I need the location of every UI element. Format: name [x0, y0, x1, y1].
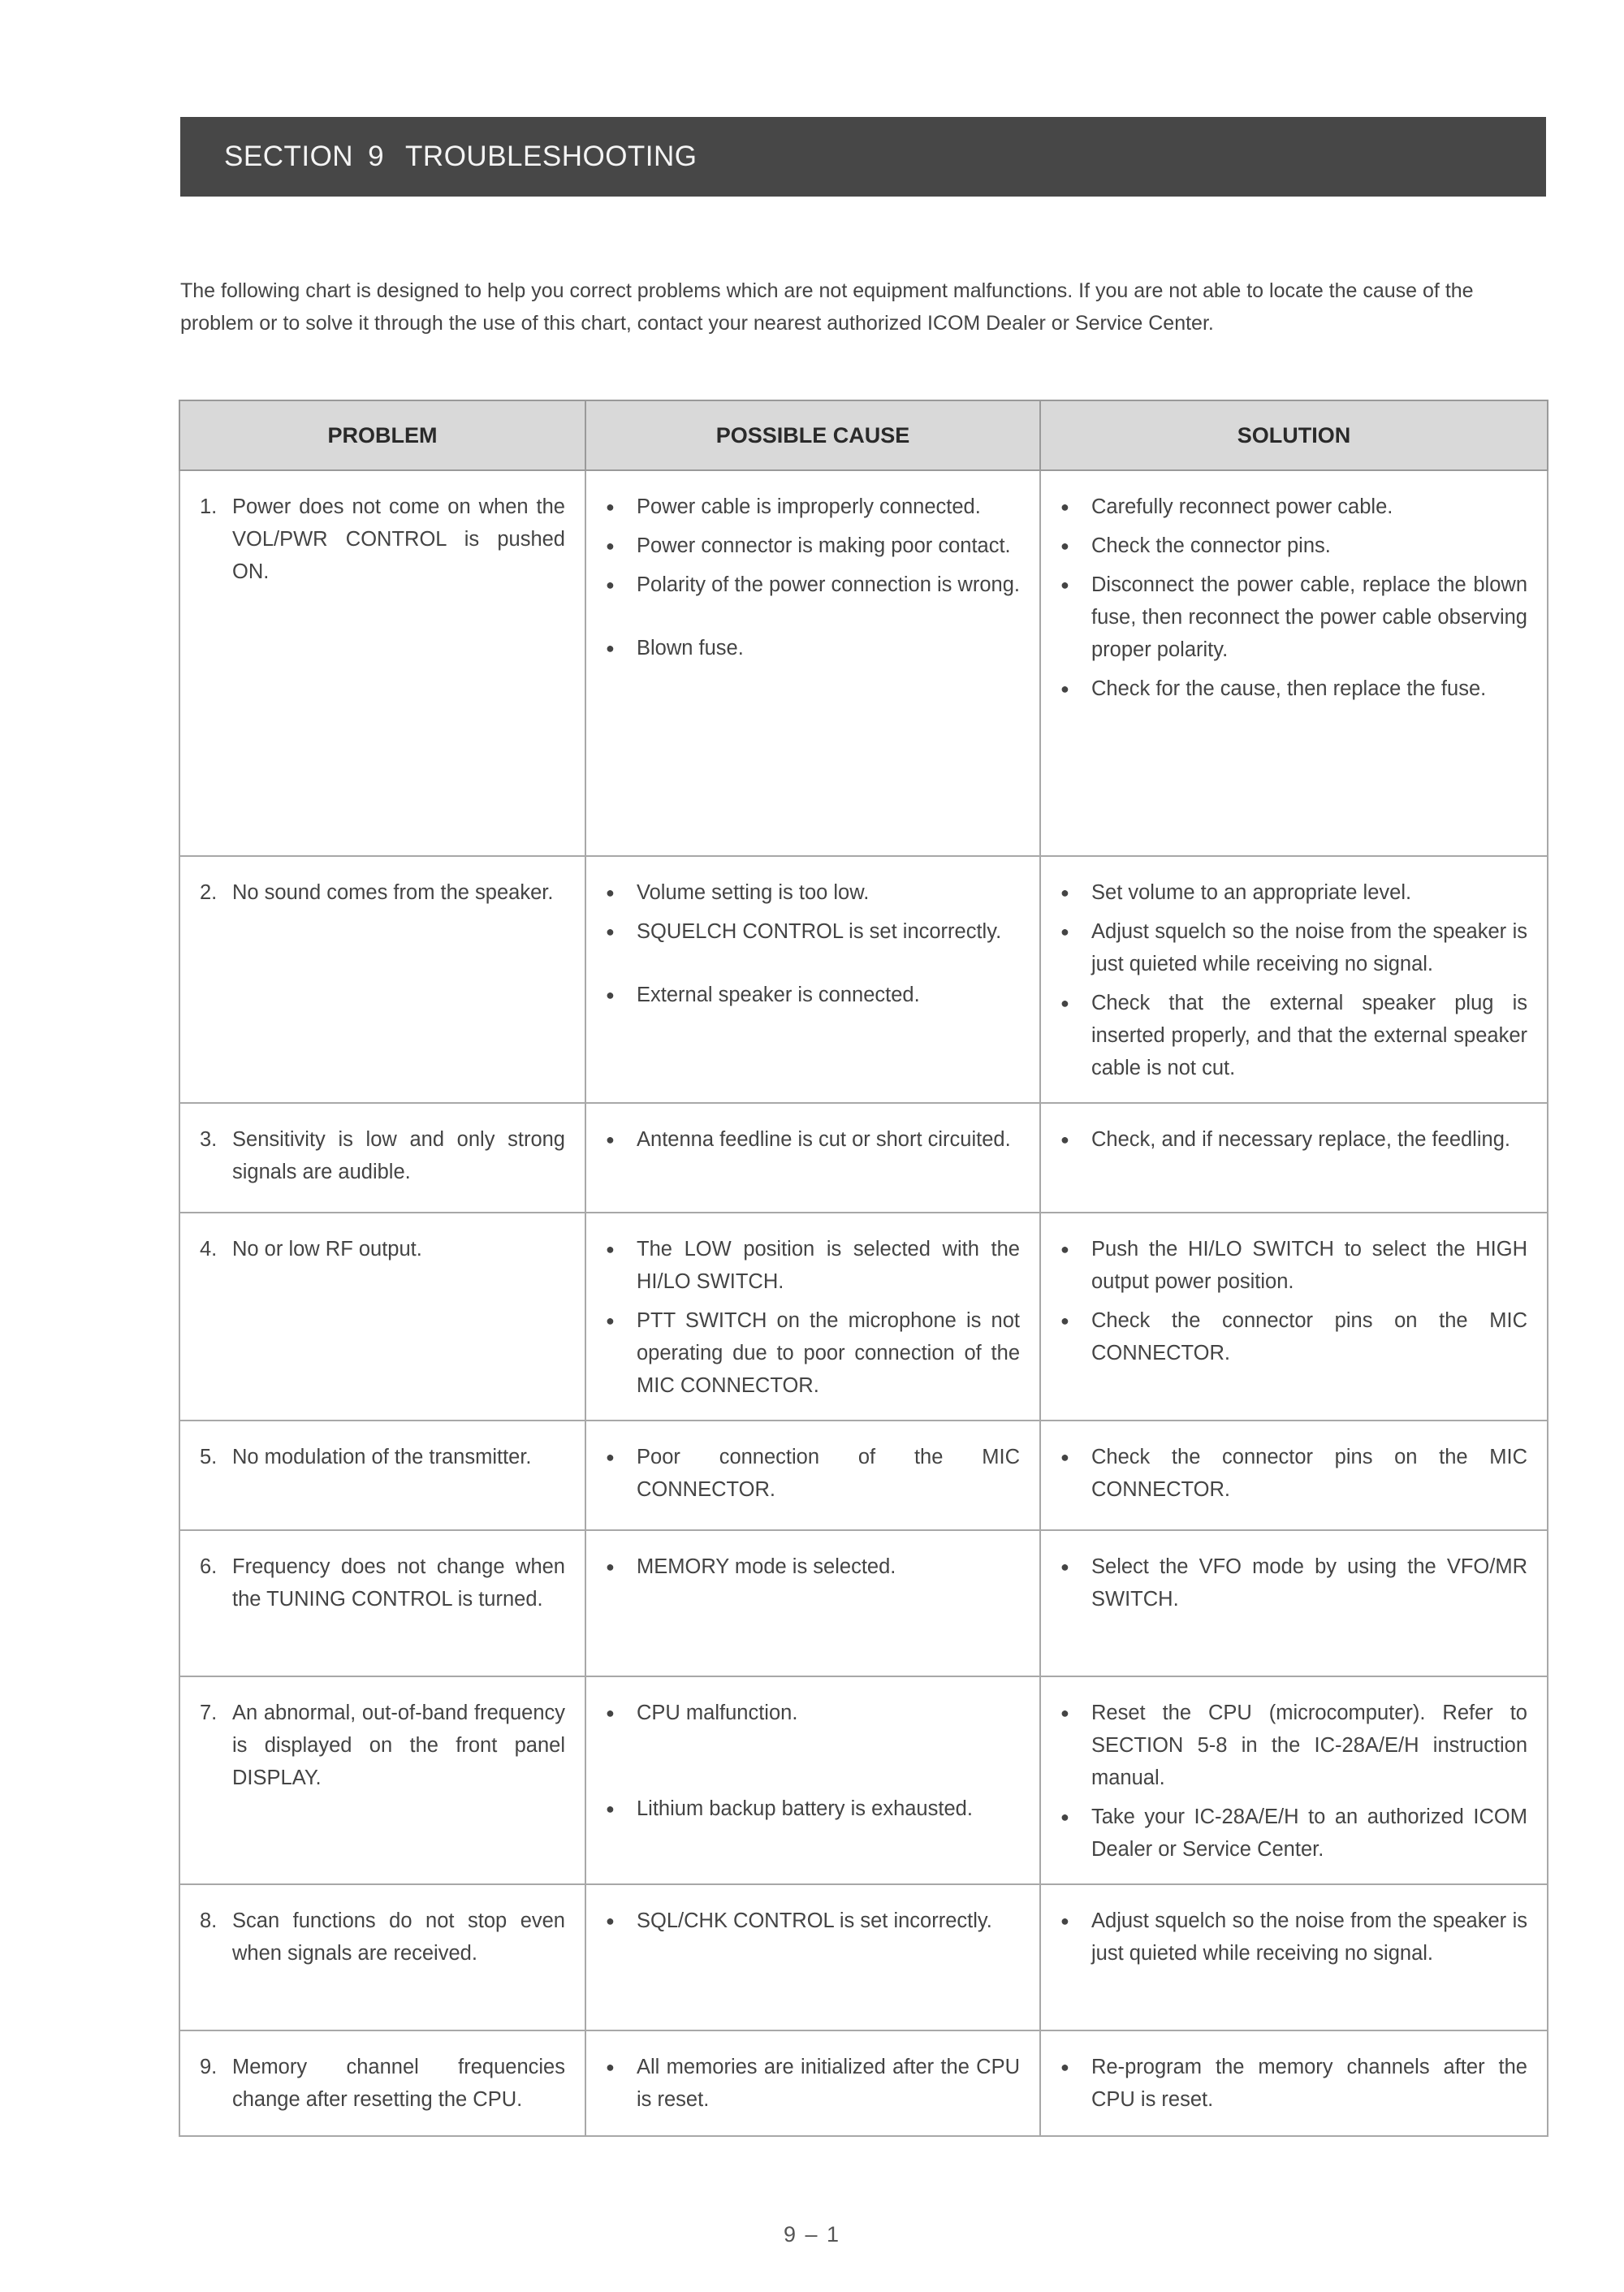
cause-item — [606, 1233, 1020, 1298]
bullet-icon: ● — [606, 499, 615, 515]
solution-item — [1060, 1550, 1527, 1615]
problem-number: 2. — [200, 881, 218, 904]
bullet-icon: ● — [606, 1449, 615, 1465]
problem-item — [200, 876, 565, 909]
solution-text: Reset the CPU (microcomputer). Refer to SECTION 5-8 in the IC-28A/E/H instruction manual. — [1091, 1702, 1527, 1789]
solution-item — [1060, 1697, 1527, 1794]
cause-item — [606, 876, 1020, 909]
bullet-icon: ● — [606, 640, 615, 656]
problem-cell — [179, 1421, 585, 1530]
problem-number: 1. — [200, 495, 218, 518]
bullet-icon: ● — [1060, 499, 1069, 515]
solution-item — [1060, 876, 1527, 909]
cause-cell — [585, 1884, 1040, 2030]
problem-cell — [179, 1530, 585, 1676]
solution-item — [1060, 1801, 1527, 1866]
cause-item — [606, 1793, 1020, 1825]
cause-item — [606, 1123, 1020, 1156]
solution-text: Carefully reconnect power cable. — [1091, 495, 1393, 518]
cause-text: Antenna feedline is cut or short circuited. — [637, 1128, 1011, 1151]
solution-item — [1060, 2051, 1527, 2116]
cause-cell — [585, 1213, 1040, 1421]
solution-text: Check the connector pins. — [1091, 534, 1331, 557]
table-body — [179, 470, 1548, 2136]
solution-item — [1060, 530, 1527, 562]
problem-text: Power does not come on when the VOL/PWR CONTROL is pushed ON. — [232, 495, 565, 583]
cause-cell — [585, 1421, 1040, 1530]
solution-cell — [1040, 1421, 1548, 1530]
solution-text: Re-program the memory channels after the CPU is reset. — [1091, 2056, 1527, 2111]
cause-item — [606, 569, 1020, 601]
cause-text: SQL/CHK CONTROL is set incorrectly. — [637, 1909, 992, 1932]
cause-text: Lithium backup battery is exhausted. — [637, 1797, 973, 1820]
cause-cell — [585, 1103, 1040, 1213]
solution-cell — [1040, 856, 1548, 1103]
table-row — [179, 1103, 1548, 1213]
problem-number: 5. — [200, 1446, 218, 1468]
section-title: TROUBLESHOOTING — [405, 141, 698, 172]
bullet-icon: ● — [606, 1241, 615, 1257]
table-row — [179, 470, 1548, 856]
cause-cell — [585, 1676, 1040, 1884]
cause-cell — [585, 856, 1040, 1103]
bullet-icon: ● — [606, 2059, 615, 2075]
cause-text: PTT SWITCH on the microphone is not operating due to poor connection of the MIC CONNECTOR. — [637, 1309, 1020, 1397]
problem-text: No or low RF output. — [232, 1238, 422, 1261]
section-title-bar — [180, 117, 1546, 197]
cause-item — [606, 1441, 1020, 1506]
bullet-icon: ● — [606, 987, 615, 1003]
troubleshooting-table — [179, 400, 1548, 2137]
cause-cell — [585, 470, 1040, 856]
solution-item — [1060, 491, 1527, 523]
bullet-icon: ● — [606, 1312, 615, 1329]
problem-text: Memory channel frequencies change after resetting the CPU. — [232, 2056, 565, 2111]
cause-text: CPU malfunction. — [637, 1702, 798, 1724]
solution-item — [1060, 1123, 1527, 1156]
cause-text: Blown fuse. — [637, 637, 744, 659]
problem-text: Frequency does not change when the TUNING CONTROL is turned. — [232, 1555, 565, 1611]
table-row — [179, 1530, 1548, 1676]
solution-text: Disconnect the power cable, replace the blown fuse, then reconnect the power cable observing proper polarity. — [1091, 573, 1527, 661]
bullet-icon: ● — [1060, 1241, 1069, 1257]
bullet-icon: ● — [606, 538, 615, 554]
solution-text: Adjust squelch so the noise from the speaker is just quieted while receiving no signal. — [1091, 1909, 1527, 1965]
bullet-icon: ● — [1060, 1913, 1069, 1929]
solution-item — [1060, 569, 1527, 666]
cause-item — [606, 632, 1020, 664]
bullet-icon: ● — [606, 1705, 615, 1721]
problem-cell — [179, 1884, 585, 2030]
cause-text: MEMORY mode is selected. — [637, 1555, 896, 1578]
cause-cell — [585, 2030, 1040, 2136]
cause-text: SQUELCH CONTROL is set incorrectly. — [637, 920, 1002, 943]
table-header-row — [179, 400, 1548, 470]
cause-item — [606, 2051, 1020, 2116]
solution-cell — [1040, 1884, 1548, 2030]
problem-item — [200, 1233, 565, 1265]
problem-text: No modulation of the transmitter. — [232, 1446, 532, 1468]
solution-text: Push the HI/LO SWITCH to select the HIGH output power position. — [1091, 1238, 1527, 1293]
solution-cell — [1040, 470, 1548, 856]
bullet-icon: ● — [1060, 538, 1069, 554]
solution-text: Check that the external speaker plug is inserted properly, and that the external speaker cable is not cut. — [1091, 992, 1527, 1079]
solution-text: Check for the cause, then replace the fuse. — [1091, 677, 1487, 700]
bullet-icon: ● — [606, 1131, 615, 1148]
problem-cell — [179, 1103, 585, 1213]
bullet-icon: ● — [1060, 923, 1069, 940]
problem-item — [200, 1905, 565, 1970]
cause-text: Polarity of the power connection is wrong. — [637, 573, 1020, 596]
bullet-icon: ● — [1060, 1449, 1069, 1465]
solution-text: Take your IC-28A/E/H to an authorized ICOM Dealer or Service Center. — [1091, 1805, 1527, 1861]
bullet-icon: ● — [1060, 1131, 1069, 1148]
bullet-icon: ● — [1060, 577, 1069, 593]
problem-item — [200, 1550, 565, 1615]
bullet-icon: ● — [1060, 1559, 1069, 1575]
header-solution: SOLUTION — [1040, 400, 1548, 470]
section-label: SECTION — [224, 141, 354, 172]
cause-item — [606, 530, 1020, 562]
cause-item — [606, 979, 1020, 1011]
problem-item — [200, 1123, 565, 1188]
problem-item — [200, 1441, 565, 1473]
table-row — [179, 856, 1548, 1103]
problem-cell — [179, 2030, 585, 2136]
solution-text: Select the VFO mode by using the VFO/MR SWITCH. — [1091, 1555, 1527, 1611]
problem-item — [200, 2051, 565, 2116]
solution-cell — [1040, 2030, 1548, 2136]
solution-cell — [1040, 1676, 1548, 1884]
header-possible-cause: POSSIBLE CAUSE — [585, 400, 1040, 470]
solution-item — [1060, 1905, 1527, 1970]
table-row — [179, 2030, 1548, 2136]
solution-text: Check the connector pins on the MIC CONNECTOR. — [1091, 1309, 1527, 1364]
cause-text: All memories are initialized after the CPU is reset. — [637, 2056, 1020, 2111]
table-row — [179, 1676, 1548, 1884]
solution-cell — [1040, 1103, 1548, 1213]
intro-paragraph: The following chart is designed to help you correct problems which are not equipment malfunctions. If you are not able to locate the cause of the problem or to solve it through the use of this chart, contact your nearest authorized ICOM Dealer or Service Center. — [180, 279, 1474, 335]
problem-number: 8. — [200, 1909, 218, 1932]
solution-item — [1060, 1233, 1527, 1298]
cause-item — [606, 1304, 1020, 1402]
bullet-icon: ● — [1060, 2059, 1069, 2075]
solution-cell — [1040, 1213, 1548, 1421]
page-number: 9 – 1 — [783, 2222, 841, 2247]
bullet-icon: ● — [1060, 1809, 1069, 1825]
cause-text: Poor connection of the MIC CONNECTOR. — [637, 1446, 1020, 1501]
table-row — [179, 1213, 1548, 1421]
solution-item — [1060, 915, 1527, 980]
bullet-icon: ● — [1060, 995, 1069, 1011]
bullet-icon: ● — [1060, 1312, 1069, 1329]
problem-number: 7. — [200, 1702, 218, 1724]
bullet-icon: ● — [606, 577, 615, 593]
cause-item — [606, 1550, 1020, 1583]
bullet-icon: ● — [1060, 1705, 1069, 1721]
solution-item — [1060, 1441, 1527, 1506]
bullet-icon: ● — [606, 884, 615, 901]
bullet-icon: ● — [1060, 681, 1069, 697]
solution-text: Adjust squelch so the noise from the speaker is just quieted while receiving no signal. — [1091, 920, 1527, 975]
problem-text: No sound comes from the speaker. — [232, 881, 554, 904]
problem-item — [200, 491, 565, 588]
bullet-icon: ● — [606, 1913, 615, 1929]
cause-text: Power cable is improperly connected. — [637, 495, 981, 518]
bullet-icon: ● — [606, 923, 615, 940]
table-row — [179, 1421, 1548, 1530]
problem-text: An abnormal, out-of-band frequency is displayed on the front panel DISPLAY. — [232, 1702, 565, 1789]
solution-cell — [1040, 1530, 1548, 1676]
cause-text: Power connector is making poor contact. — [637, 534, 1011, 557]
problem-item — [200, 1697, 565, 1794]
header-problem: PROBLEM — [179, 400, 585, 470]
problem-text: Scan functions do not stop even when signals are received. — [232, 1909, 565, 1965]
cause-text: The LOW position is selected with the HI/LO SWITCH. — [637, 1238, 1020, 1293]
problem-text: Sensitivity is low and only strong signals are audible. — [232, 1128, 565, 1183]
solution-text: Check, and if necessary replace, the feedling. — [1091, 1128, 1510, 1151]
bullet-icon: ● — [606, 1559, 615, 1575]
bullet-icon: ● — [606, 1801, 615, 1817]
cause-item — [606, 915, 1020, 948]
cause-text: Volume setting is too low. — [637, 881, 870, 904]
problem-cell — [179, 470, 585, 856]
problem-cell — [179, 856, 585, 1103]
problem-number: 6. — [200, 1555, 218, 1578]
problem-number: 9. — [200, 2056, 218, 2078]
problem-cell — [179, 1676, 585, 1884]
cause-item — [606, 1905, 1020, 1937]
section-number: 9 — [368, 141, 385, 172]
cause-item — [606, 1697, 1020, 1729]
solution-item — [1060, 672, 1527, 705]
solution-item — [1060, 987, 1527, 1084]
solution-item — [1060, 1304, 1527, 1369]
problem-number: 3. — [200, 1128, 218, 1151]
problem-cell — [179, 1213, 585, 1421]
solution-text: Set volume to an appropriate level. — [1091, 881, 1412, 904]
cause-text: External speaker is connected. — [637, 984, 920, 1006]
solution-text: Check the connector pins on the MIC CONNECTOR. — [1091, 1446, 1527, 1501]
cause-cell — [585, 1530, 1040, 1676]
bullet-icon: ● — [1060, 884, 1069, 901]
cause-item — [606, 491, 1020, 523]
problem-number: 4. — [200, 1238, 218, 1261]
table-row — [179, 1884, 1548, 2030]
